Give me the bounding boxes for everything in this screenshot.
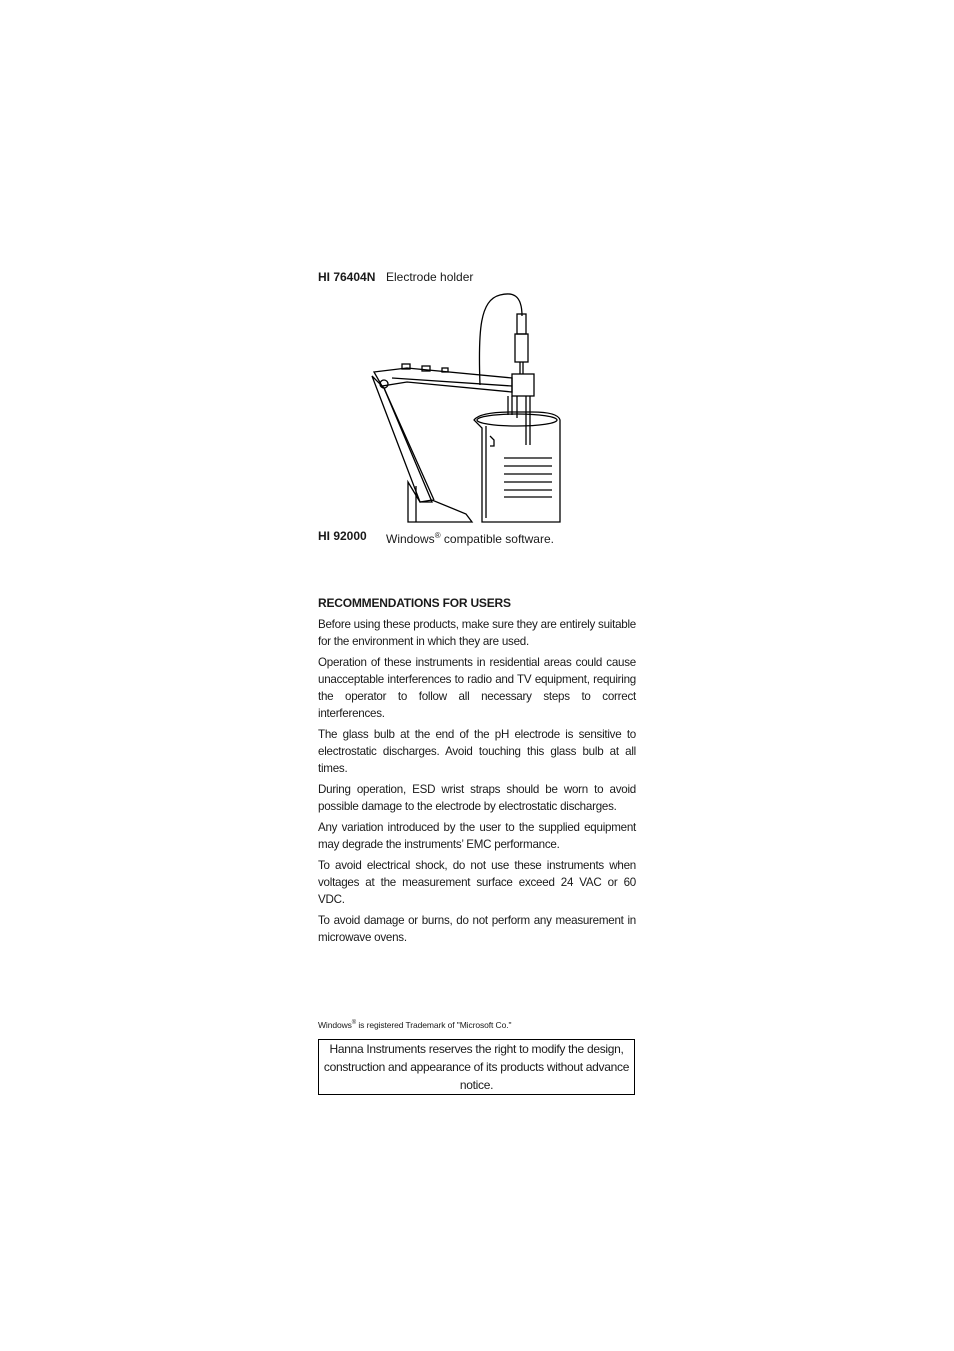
- description-text: Windows: [386, 532, 435, 546]
- registered-mark: ®: [434, 531, 441, 540]
- recommendation-paragraph: Any variation introduced by the user to the supplied equipment may degrade the instruments’ EMC performance.: [318, 821, 636, 851]
- description-suffix: compatible software.: [440, 532, 554, 546]
- recommendation-paragraph: During operation, ESD wrist straps should be worn to avoid possible damage to the electrode by electrostatic discharges.: [318, 783, 636, 813]
- recommendation-paragraph: To avoid damage or burns, do not perform any measurement in microwave ovens.: [318, 914, 636, 944]
- accessory-code: HI 92000: [318, 529, 367, 543]
- recommendation-paragraph: The glass bulb at the end of the pH electrode is sensitive to electrostatic discharges. Avoid touching this glass bulb at all times.: [318, 728, 636, 775]
- recommendations-section: [318, 596, 636, 950]
- recommendation-paragraph: Operation of these instruments in residential areas could cause unacceptable interferences to radio and TV equipment, requiring the operator to follow all necessary steps to correct interferences.: [318, 656, 636, 720]
- recommendation-paragraph: To avoid electrical shock, do not use these instruments when voltages at the measurement surface exceed 24 VAC or 60 VDC.: [318, 859, 636, 906]
- electrode-holder-illustration: [362, 290, 572, 526]
- notice-box: Hanna Instruments reserves the right to modify the design, construction and appearance of its products without advance notice.: [318, 1039, 635, 1095]
- footnote-text: Windows: [318, 1020, 352, 1030]
- footnote-text-rest: is registered Trademark of "Microsoft Co.": [356, 1020, 512, 1030]
- registered-mark: ®: [351, 1020, 357, 1027]
- section-heading: RECOMMENDATIONS FOR USERS: [318, 596, 511, 610]
- accessory-description: Electrode holder: [386, 270, 474, 284]
- recommendation-paragraph: Before using these products, make sure they are entirely suitable for the environment in which they are used.: [318, 618, 636, 648]
- accessory-description: [386, 529, 554, 546]
- accessory-code: HI 76404N: [318, 270, 376, 284]
- trademark-footnote: [318, 1020, 511, 1030]
